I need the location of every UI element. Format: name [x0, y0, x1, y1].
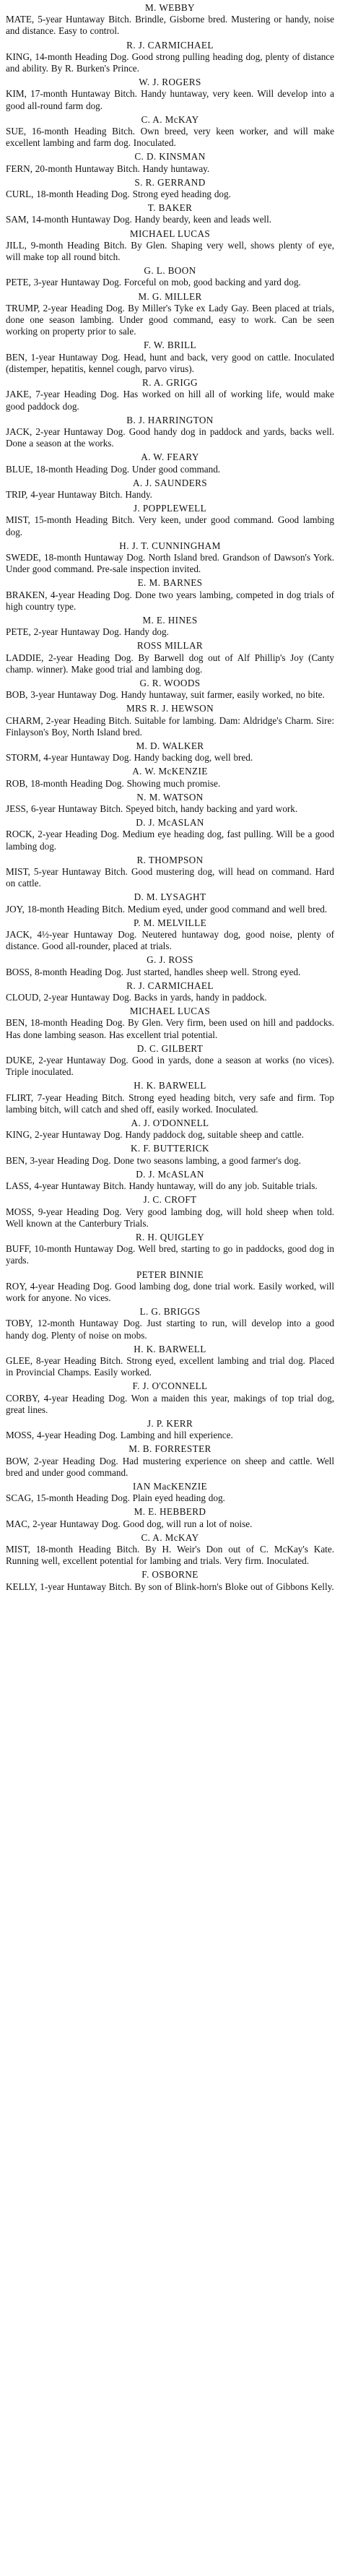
dog-entry [6, 1569, 334, 1592]
owner-name: MRS R. J. HEWSON [126, 703, 214, 714]
dog-entry [6, 577, 334, 613]
dog-entry [6, 1169, 334, 1192]
owner-name: C. A. McKAY [141, 113, 199, 125]
dog-description: MATE, 5-year Huntaway Bitch. Brindle, Gisborne bred. Mustering or handy, noise and distance. Easy to control. [6, 14, 334, 37]
dog-description: FERN, 20-month Huntaway Bitch. Handy huntaway. [6, 163, 210, 174]
owner-name: IAN MacKENZIE [133, 1480, 207, 1492]
dog-entry [6, 1306, 334, 1341]
dog-description: KIM, 17-month Huntaway Bitch. Handy huntaway, very keen. Will develop into a good all-round farm dog. [6, 88, 334, 111]
dog-entry [6, 792, 334, 815]
dog-entry [6, 228, 334, 264]
owner-name: L. G. BRIGGS [139, 1306, 201, 1318]
owner-name: F. W. BRILL [144, 340, 196, 351]
dog-entry [6, 1506, 334, 1529]
owner-name: MICHAEL LUCAS [129, 228, 211, 239]
dog-description: MIST, 15-month Heading Bitch. Very keen, under good command. Good lambing dog. [6, 514, 334, 537]
owner-name: PETER BINNIE [136, 1268, 204, 1280]
dog-entry [6, 202, 334, 225]
owner-name: E. M. BARNES [137, 577, 203, 589]
owner-name: C. D. KINSMAN [134, 151, 206, 163]
dog-entry [6, 1143, 334, 1166]
owner-name: T. BAKER [147, 202, 193, 214]
dog-description: ROY, 4-year Heading Dog. Good lambing dog, done trial work. Easily worked, will work for anyone. No vices. [6, 1280, 334, 1303]
dog-description: BLUE, 18-month Heading Dog. Under good command. [6, 463, 221, 475]
dog-entry [6, 980, 334, 1003]
dog-description: LASS, 4-year Huntaway Bitch. Handy huntaway, will do any job. Suitable trials. [6, 1180, 318, 1192]
owner-name: J. P. KERR [147, 1417, 193, 1429]
dog-entry [6, 291, 334, 338]
dog-description: SCAG, 15-month Heading Dog. Plain eyed heading dog. [6, 1492, 225, 1504]
dog-description: CURL, 18-month Heading Dog. Strong eyed heading dog. [6, 189, 231, 200]
owner-name: R. J. CARMICHAEL [126, 980, 214, 991]
owner-name: C. A. McKAY [141, 1531, 199, 1543]
dog-description: PETE, 3-year Huntaway Dog. Forceful on mob, good backing and yard dog. [6, 277, 301, 288]
dog-description: TRUMP, 2-year Heading Dog. By Miller's Tyke ex Lady Gay. Been placed at trials, done one season lambing. Under good command, easy to work. Can be seen working on property prior to sale. [6, 302, 334, 337]
dog-description: MIST, 5-year Huntaway Bitch. Good mustering dog, will head on command. Hard on cattle. [6, 866, 334, 889]
dog-entry [6, 891, 334, 915]
dog-description: MIST, 18-month Heading Bitch. By H. Weir's Don out of C. McKay's Kate. Running well, excellent potential for lambing and trials. Very firm. Inoculated. [6, 1543, 334, 1567]
owner-name: D. M. LYSAGHT [134, 891, 206, 903]
dog-entry [6, 615, 334, 638]
owner-name: D. J. McASLAN [136, 1168, 204, 1180]
dog-description: KING, 2-year Huntaway Dog. Handy paddock dog, suitable sheep and cattle. [6, 1129, 304, 1141]
owner-name: G. L. BOON [144, 265, 196, 277]
dog-entry [6, 1532, 334, 1568]
dog-description: JESS, 6-year Huntaway Bitch. Speyed bitch, handy backing and yard work. [6, 803, 298, 814]
owner-name: G. J. ROSS [147, 954, 193, 966]
dog-description: CLOUD, 2-year Huntaway Dog. Backs in yards, handy in paddock. [6, 992, 267, 1003]
dog-entry [6, 855, 334, 890]
dog-entry [6, 1080, 334, 1115]
dog-description: JILL, 9-month Heading Bitch. By Glen. Shaping very well, shows plenty of eye, will make top all round bitch. [6, 239, 334, 263]
owner-name: M. D. WALKER [136, 740, 204, 751]
dog-entry [6, 340, 334, 375]
dog-entry [6, 640, 334, 675]
dog-entry [6, 415, 334, 450]
dog-entry [6, 503, 334, 538]
dog-description: BOSS, 8-month Heading Dog. Just started, handles sheep well. Strong eyed. [6, 966, 301, 977]
dog-entry [6, 2, 334, 38]
dog-entry [6, 77, 334, 112]
dog-description: BRAKEN, 4-year Heading Dog. Done two years lambing, competed in dog trials of high country type. [6, 589, 334, 612]
owner-name: M. G. MILLER [138, 290, 202, 302]
dog-description: BUFF, 10-month Huntaway Dog. Well bred, starting to go in paddocks, good dog in yards. [6, 1243, 334, 1266]
dog-description: MOSS, 9-year Heading Dog. Very good lambing dog, will hold sheep when told. Well known at the Canterbury Trials. [6, 1206, 334, 1229]
dog-entry [6, 265, 334, 288]
dog-description: KING, 14-month Heading Dog. Good strong pulling heading dog, plenty of distance and ability. By R. Burken's Prince. [6, 51, 334, 74]
dog-description: CORBY, 4-year Heading Dog. Won a maiden this year, makings of top trial dog, great lines. [6, 1392, 334, 1415]
owner-name: F. J. O'CONNELL [132, 1380, 208, 1392]
owner-name: N. M. WATSON [136, 791, 204, 803]
dog-description: BEN, 18-month Heading Dog. By Glen. Very firm, been used on hill and paddocks. Has done lambing season. Has excellent trial potential. [6, 1017, 334, 1040]
dog-entry [6, 1118, 334, 1141]
owner-name: P. M. MELVILLE [133, 917, 207, 928]
dog-entry [6, 766, 334, 789]
dog-description: JACK, 2-year Huntaway Dog. Good handy dog in paddock and yards, backs well. Done a season at the works. [6, 425, 334, 449]
dog-entry [6, 114, 334, 150]
dog-entry [6, 1006, 334, 1041]
dog-description: JAKE, 7-year Heading Dog. Has worked on hill all of working life, would make good paddock dog. [6, 389, 334, 412]
owner-name: A. W. McKENZIE [132, 766, 208, 777]
owner-name: R. H. QUIGLEY [135, 1231, 205, 1242]
owner-name: H. J. T. CUNNINGHAM [119, 540, 221, 551]
dog-description: BOW, 2-year Heading Dog. Had mustering experience on sheep and cattle. Well bred and under good command. [6, 1455, 334, 1478]
owner-name: M. WEBBY [145, 2, 195, 13]
owner-name: A. J. SAUNDERS [132, 477, 208, 488]
dog-description: SWEDE, 18-month Huntaway Dog. North Island bred. Grandson of Dawson's York. Under good command. Pre-sale inspection invited. [6, 551, 334, 575]
dog-entry [6, 151, 334, 174]
dog-description: FLIRT, 7-year Heading Bitch. Strong eyed heading bitch, very safe and firm. Top lambing bitch, will catch and shed off, easily worked. Inoculated. [6, 1092, 334, 1115]
dog-description: JOY, 18-month Heading Bitch. Medium eyed, under good command and well bred. [6, 903, 328, 915]
dog-description: KELLY, 1-year Huntaway Bitch. By son of Blink-horn's Bloke out of Gibbons Kelly. [6, 1581, 334, 1592]
dog-entry [6, 1344, 334, 1379]
owner-name: MICHAEL LUCAS [129, 1006, 211, 1017]
owner-name: D. J. McASLAN [136, 817, 204, 829]
owner-name: J. POPPLEWELL [133, 503, 207, 514]
dog-entry [6, 917, 334, 953]
owner-name: R. J. CARMICHAEL [126, 39, 214, 51]
owner-name: K. F. BUTTERICK [131, 1143, 209, 1154]
dog-description: SUE, 16-month Heading Bitch. Own breed, very keen worker, and will make excellent lambing and farm dog. Inoculated. [6, 126, 334, 149]
dog-entry [6, 954, 334, 977]
dog-entry [6, 817, 334, 852]
owner-name: A. W. FEARY [141, 451, 199, 463]
owner-name: A. J. O'DONNELL [131, 1118, 209, 1129]
dog-description: CHARM, 2-year Heading Bitch. Suitable for lambing. Dam: Aldridge's Charm. Sire: Finlayson's Boy, North Island bred. [6, 714, 334, 738]
dog-entry [6, 1232, 334, 1267]
dog-entry [6, 740, 334, 764]
dog-description: TRIP, 4-year Huntaway Bitch. Handy. [6, 488, 152, 500]
owner-name: H. K. BARWELL [134, 1343, 206, 1354]
dog-entry [6, 1269, 334, 1305]
dog-entry [6, 1418, 334, 1441]
owner-name: W. J. ROGERS [139, 77, 201, 88]
dog-entry [6, 477, 334, 501]
dog-entry [6, 40, 334, 75]
dog-entry [6, 678, 334, 701]
owner-name: R. THOMPSON [136, 854, 204, 865]
dog-entry [6, 703, 334, 738]
dog-description: LADDIE, 2-year Heading Dog. By Barwell dog out of Alf Phillip's Joy (Canty champ. winner). Make good trial and lambing dog. [6, 652, 334, 675]
dog-entry [6, 451, 334, 475]
dog-entry [6, 540, 334, 576]
dog-entry [6, 1043, 334, 1079]
dog-entry [6, 377, 334, 412]
dog-description: MAC, 2-year Huntaway Dog. Good dog, will run a lot of noise. [6, 1518, 253, 1529]
dog-entry [6, 1481, 334, 1504]
dog-description: TOBY, 12-month Huntaway Dog. Just starting to run, will develop into a good handy dog. Plenty of noise on mobs. [6, 1318, 334, 1341]
dog-description: JACK, 4½-year Huntaway Dog. Neutered huntaway dog, good noise, plenty of distance. Good all-rounder, placed at trials. [6, 929, 334, 952]
dog-description: ROCK, 2-year Heading Dog. Medium eye heading dog, fast pulling. Will be a good lambing dog. [6, 829, 334, 852]
dog-description: BEN, 1-year Huntaway Dog. Head, hunt and back, very good on cattle. Inoculated (distemper, hepatitis, kennel cough, parvo virus). [6, 351, 334, 374]
dog-entry [6, 177, 334, 200]
owner-name: H. K. BARWELL [134, 1080, 206, 1092]
dog-description: MOSS, 4-year Heading Dog. Lambing and hill experience. [6, 1430, 233, 1441]
dog-description: STORM, 4-year Huntaway Dog. Handy backing dog, well bred. [6, 752, 253, 764]
dog-description: BOB, 3-year Huntaway Dog. Handy huntaway, suit farmer, easily worked, no bite. [6, 689, 325, 701]
dog-entry [6, 1194, 334, 1229]
dog-description: GLEE, 8-year Heading Bitch. Strong eyed, excellent lambing and trial dog. Placed in Provincial Champs. Easily worked. [6, 1354, 334, 1378]
owner-name: M. E. HEBBERD [134, 1506, 206, 1518]
dog-description: PETE, 2-year Huntaway Dog. Handy dog. [6, 626, 169, 638]
owner-name: J. C. CROFT [143, 1194, 197, 1206]
owner-name: S. R. GERRAND [134, 176, 206, 188]
dog-entry [6, 1443, 334, 1479]
owner-name: G. R. WOODS [139, 677, 201, 688]
owner-name: R. A. GRIGG [142, 377, 198, 389]
owner-name: M. B. FORRESTER [128, 1443, 212, 1455]
dog-description: DUKE, 2-year Huntaway Dog. Good in yards, done a season at works (no vices). Triple inoculated. [6, 1055, 334, 1078]
dog-description: BEN, 3-year Heading Dog. Done two seasons lambing, a good farmer's dog. [6, 1154, 301, 1166]
owner-name: B. J. HARRINGTON [126, 414, 214, 425]
owner-name: D. C. GILBERT [136, 1042, 204, 1054]
owner-name: F. OSBORNE [141, 1569, 199, 1581]
dog-description: ROB, 18-month Heading Dog. Showing much promise. [6, 777, 221, 789]
owner-name: M. E. HINES [142, 614, 198, 626]
listing-column [0, 2, 340, 1593]
owner-name: ROSS MILLAR [136, 640, 204, 652]
dog-entry [6, 1380, 334, 1416]
dog-description: SAM, 14-month Huntaway Dog. Handy beardy, keen and leads well. [6, 214, 272, 225]
